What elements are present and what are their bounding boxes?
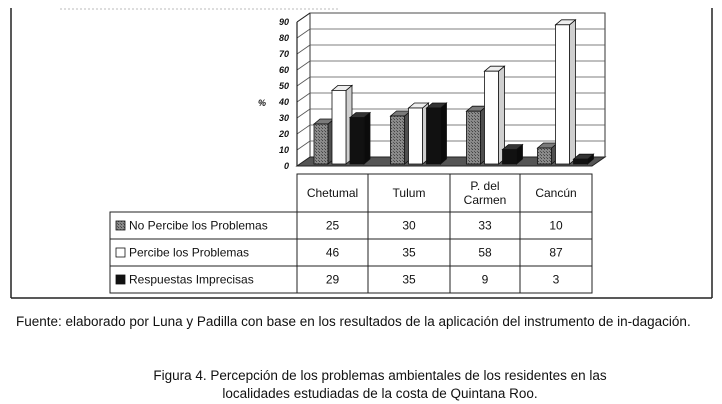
- bar-side: [441, 103, 447, 164]
- bar: [538, 148, 552, 164]
- y-tick-label: 40: [278, 97, 289, 107]
- bar: [467, 111, 481, 164]
- y-tick-label: 30: [278, 113, 289, 123]
- bar: [409, 108, 423, 164]
- data-label: 10: [549, 218, 563, 233]
- gridline-side: [297, 125, 310, 134]
- gridline-side: [297, 61, 310, 70]
- category-label: Chetumal: [306, 186, 359, 200]
- data-label: 87: [549, 245, 563, 260]
- y-tick-label: 20: [278, 129, 289, 139]
- gridline-side: [297, 29, 310, 38]
- bar-chart: [10, 8, 713, 300]
- bar: [332, 90, 346, 164]
- gridline-side: [297, 93, 310, 102]
- category-label: Cancún: [535, 186, 577, 200]
- y-tick-label: 10: [278, 145, 289, 155]
- series-name: Percibe los Problemas: [129, 245, 250, 260]
- source-note: Fuente: elaborado por Luna y Padilla con base en los resultados de la aplicación del instrumento de in-dagación.: [16, 314, 691, 329]
- data-label: 9: [481, 272, 489, 287]
- legend-swatch: [116, 275, 125, 284]
- bar: [485, 71, 499, 164]
- data-label: 25: [325, 218, 340, 233]
- data-label: 58: [478, 245, 492, 260]
- y-axis-top-edge: [297, 13, 310, 22]
- y-tick-label: 60: [278, 65, 289, 75]
- gridline-side: [297, 77, 310, 86]
- y-axis-label: %: [257, 98, 267, 108]
- data-label: 3: [552, 272, 560, 287]
- bar-side: [364, 113, 370, 164]
- figure-frame: [10, 8, 713, 300]
- bar: [503, 150, 517, 164]
- data-label: 46: [325, 245, 340, 260]
- bar: [391, 116, 405, 164]
- figure-caption-line-2: localidades estudiadas de la costa de Quintana Roo.: [222, 386, 538, 401]
- data-label: 29: [325, 272, 340, 287]
- bar: [350, 118, 364, 164]
- gridline-side: [297, 141, 310, 150]
- data-label: 35: [402, 245, 416, 260]
- data-label: 30: [402, 218, 416, 233]
- bar: [427, 108, 441, 164]
- series-name: No Percibe los Problemas: [129, 218, 268, 233]
- y-tick-label: 90: [278, 17, 289, 27]
- y-tick-label: 0: [283, 161, 289, 171]
- y-tick-label: 70: [278, 49, 289, 59]
- category-label: Carmen: [463, 193, 507, 207]
- category-label: P. del: [470, 179, 500, 193]
- figure-caption: [100, 367, 660, 403]
- y-tick-label: 80: [278, 33, 289, 43]
- figure-caption-line-1: Figura 4. Percepción de los problemas ambientales de los residentes en las: [153, 368, 607, 383]
- bar-side: [570, 20, 576, 164]
- bar: [556, 25, 570, 164]
- legend-swatch: [116, 248, 125, 257]
- series-name: Respuestas Imprecisas: [129, 272, 254, 287]
- category-label: Tulum: [392, 186, 426, 200]
- gridline-side: [297, 109, 310, 118]
- gridline-side: [297, 45, 310, 54]
- data-label: 33: [478, 218, 492, 233]
- y-tick-label: 50: [278, 81, 289, 91]
- bar: [314, 124, 328, 164]
- legend-swatch: [116, 221, 125, 230]
- data-label: 35: [402, 272, 416, 287]
- bar: [574, 159, 588, 164]
